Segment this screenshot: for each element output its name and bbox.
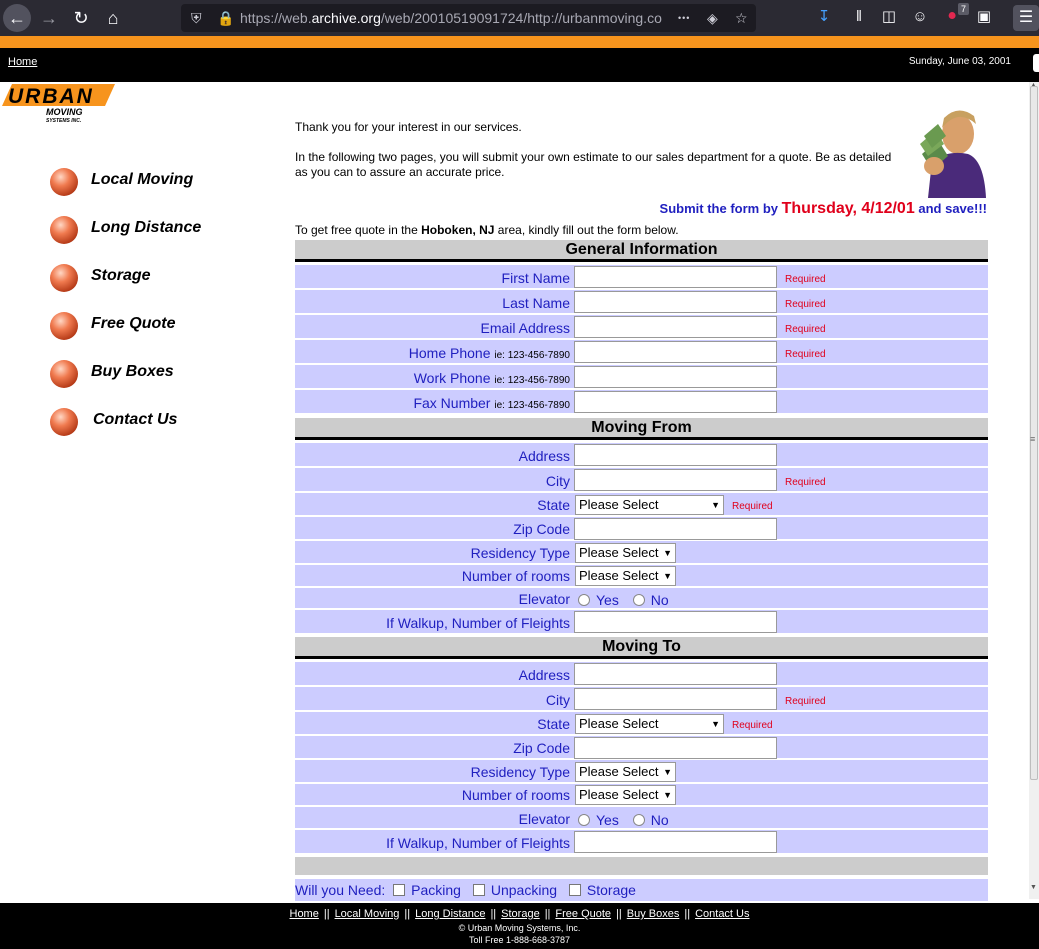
- page-scrollbar[interactable]: [1029, 82, 1039, 899]
- orange-ball-icon: [50, 168, 78, 196]
- orange-ball-icon: [50, 264, 78, 292]
- from-walkup-input[interactable]: [574, 611, 777, 633]
- from-residency-select[interactable]: Please Select ▼: [575, 543, 676, 563]
- services-needed-row: Will you Need: Packing Unpacking Storage: [295, 879, 988, 901]
- hamburger-menu-icon[interactable]: ☰: [1013, 5, 1039, 31]
- to-residency-row: [295, 760, 988, 784]
- submit-deadline: Submit the form by Thursday, 4/12/01 and save!!!: [659, 200, 987, 217]
- footer-link-free-quote[interactable]: Free Quote: [555, 908, 612, 920]
- scroll-thumb[interactable]: [1030, 86, 1038, 780]
- from-residency-row: [295, 541, 988, 565]
- address-bar[interactable]: [181, 4, 756, 32]
- nav-long-distance[interactable]: [50, 216, 250, 244]
- to-residency-label: Residency Type: [470, 764, 570, 780]
- required-marker: Required: [732, 501, 773, 512]
- first-name-row: [295, 265, 988, 290]
- work-phone-label: Work Phone ie: 123-456-7890: [413, 370, 570, 386]
- home-phone-row: [295, 340, 988, 365]
- chevron-down-icon: ▼: [663, 571, 672, 581]
- email-row: [295, 315, 988, 340]
- from-elevator-options: Yes No: [578, 592, 669, 608]
- footer-copyright: © Urban Moving Systems, Inc.: [458, 923, 581, 933]
- required-marker: Required: [785, 274, 826, 285]
- header-home-link[interactable]: Home: [8, 56, 38, 68]
- from-elevator-no-radio[interactable]: [633, 594, 645, 606]
- area-name: Hoboken, NJ: [421, 223, 495, 237]
- nav-label[interactable]: Buy Boxes: [91, 363, 174, 380]
- orange-ball-icon: [50, 408, 78, 436]
- intro-text: In the following two pages, you will submit your own estimate to our sales department for a quote. Be as detailed as you can to assure an accurate price.: [295, 150, 892, 179]
- packing-checkbox[interactable]: [393, 884, 405, 896]
- to-city-label: City: [545, 692, 570, 708]
- required-marker: Required: [785, 299, 826, 310]
- orange-stripe: [0, 36, 1039, 48]
- last-name-label: Last Name: [502, 295, 570, 311]
- orange-ball-icon: [50, 216, 78, 244]
- to-walkup-row: [295, 830, 988, 855]
- to-elevator-options: Yes No: [578, 812, 669, 828]
- account-icon[interactable]: ☺: [912, 8, 928, 25]
- to-elevator-yes-radio[interactable]: [578, 814, 590, 826]
- chevron-down-icon: ▼: [711, 719, 720, 729]
- home-phone-input[interactable]: [574, 341, 777, 363]
- logo-sub1: MOVING: [46, 107, 83, 117]
- from-rooms-label: Number of rooms: [461, 568, 570, 584]
- last-name-row: [295, 290, 988, 315]
- orange-ball-icon: [50, 360, 78, 388]
- fax-input[interactable]: [574, 391, 777, 413]
- quote-area-text: To get free quote in the Hoboken, NJ area, kindly fill out the form below.: [295, 223, 679, 237]
- scroll-down-arrow-icon[interactable]: ▼: [1030, 884, 1037, 891]
- from-address-row: [295, 443, 988, 468]
- urban-moving-logo[interactable]: [2, 84, 117, 126]
- browser-toolbar: [0, 0, 1039, 36]
- fax-label: Fax Number ie: 123-456-7890: [413, 395, 570, 411]
- chevron-down-icon: ▼: [663, 790, 672, 800]
- to-address-row: [295, 662, 988, 687]
- site-footer: [0, 903, 1039, 949]
- moving-to-heading: Moving To: [295, 637, 988, 659]
- nav-buy-boxes[interactable]: [50, 360, 250, 388]
- library-icon[interactable]: ‖: [855, 8, 863, 25]
- footer-link-long-distance[interactable]: Long Distance: [415, 908, 486, 920]
- nav-contact-us[interactable]: [50, 408, 250, 436]
- from-city-label: City: [545, 473, 570, 489]
- from-address-label: Address: [518, 448, 570, 464]
- deadline-date: Thursday, 4/12/01: [781, 200, 915, 217]
- sidebar-icon[interactable]: ◫: [881, 8, 897, 25]
- home-icon[interactable]: ⌂: [107, 8, 119, 28]
- bookmark-star-icon[interactable]: ☆: [735, 10, 748, 26]
- url-text[interactable]: https://web.archive.org/web/20010519091724/http://urbanmoving.co: [240, 10, 662, 26]
- work-phone-input[interactable]: [574, 366, 777, 388]
- to-rooms-label: Number of rooms: [461, 787, 570, 803]
- from-zip-input[interactable]: [574, 518, 777, 540]
- nav-label[interactable]: Free Quote: [91, 315, 176, 332]
- chevron-down-icon: ▼: [663, 548, 672, 558]
- moving-from-heading: Moving From: [295, 418, 988, 440]
- blocked-count-badge: 7: [958, 3, 969, 15]
- logo-word: URBAN: [8, 85, 94, 108]
- from-city-input[interactable]: [574, 469, 777, 491]
- from-elevator-label: Elevator: [518, 591, 570, 607]
- last-name-input[interactable]: [574, 291, 777, 313]
- ublock-icon[interactable]: ⚫: [945, 8, 959, 25]
- thank-you-text: Thank you for your interest in our services.: [295, 120, 522, 134]
- back-arrow-icon[interactable]: ←: [3, 4, 31, 32]
- from-rooms-select[interactable]: Please Select ▼: [575, 566, 676, 586]
- to-state-label: State: [537, 716, 570, 732]
- nav-label[interactable]: Contact Us: [93, 411, 178, 428]
- nav-label[interactable]: Long Distance: [91, 219, 202, 236]
- required-marker: Required: [732, 720, 773, 731]
- from-elevator-yes-radio[interactable]: [578, 594, 590, 606]
- from-state-row: [295, 493, 988, 517]
- nav-storage[interactable]: [50, 264, 250, 292]
- required-marker: Required: [785, 696, 826, 707]
- to-address-input[interactable]: [574, 663, 777, 685]
- from-walkup-label: If Walkup, Number of Fleights: [386, 615, 570, 631]
- to-zip-row: [295, 736, 988, 760]
- section-spacer: [295, 857, 988, 875]
- download-icon[interactable]: ↧: [817, 8, 831, 25]
- scroll-grip-icon: ≡: [1030, 434, 1036, 444]
- logo-sub2: SYSTEMS INC.: [46, 118, 82, 124]
- nav-free-quote[interactable]: [50, 312, 250, 340]
- services-needed-label: Will you Need:: [295, 882, 386, 898]
- pocket-icon[interactable]: ◈: [707, 10, 718, 26]
- nav-label[interactable]: Local Moving: [91, 171, 194, 188]
- from-elevator-row: [295, 588, 988, 610]
- from-residency-label: Residency Type: [470, 545, 570, 561]
- footer-link-contact-us[interactable]: Contact Us: [695, 908, 750, 920]
- lock-icon[interactable]: 🔒: [217, 10, 235, 26]
- to-state-select[interactable]: Please Select ▼: [575, 714, 724, 734]
- general-info-heading: General Information: [295, 240, 988, 262]
- site-header-bar: [0, 48, 1039, 82]
- storage-checkbox[interactable]: [569, 884, 581, 896]
- screenshot-icon[interactable]: ▣: [976, 8, 992, 25]
- from-zip-label: Zip Code: [513, 521, 570, 537]
- current-date: Sunday, June 03, 2001: [908, 56, 1011, 67]
- nav-label[interactable]: Storage: [91, 267, 151, 284]
- footer-links: Home || Local Moving || Long Distance || Storage || Free Quote || Buy Boxes || Contact Us: [289, 908, 750, 920]
- chevron-down-icon: ▼: [663, 767, 672, 777]
- work-phone-row: [295, 365, 988, 390]
- page-actions-icon[interactable]: •••: [678, 13, 691, 23]
- first-name-label: First Name: [501, 270, 570, 286]
- from-state-select[interactable]: Please Select ▼: [575, 495, 724, 515]
- email-label: Email Address: [480, 320, 570, 336]
- required-marker: Required: [785, 477, 826, 488]
- to-elevator-no-radio[interactable]: [633, 814, 645, 826]
- orange-ball-icon: [50, 312, 78, 340]
- to-city-input[interactable]: [574, 688, 777, 710]
- footer-link-storage[interactable]: Storage: [501, 908, 540, 920]
- kid-with-money-photo: [918, 106, 988, 198]
- from-zip-row: [295, 517, 988, 541]
- fax-row: [295, 390, 988, 415]
- to-address-label: Address: [518, 667, 570, 683]
- to-rooms-select[interactable]: Please Select ▼: [575, 785, 676, 805]
- chevron-down-icon: ▼: [711, 500, 720, 510]
- required-marker: Required: [785, 349, 826, 360]
- unpacking-checkbox[interactable]: [473, 884, 485, 896]
- footer-link-local-moving[interactable]: Local Moving: [334, 908, 400, 920]
- from-city-row: [295, 468, 988, 493]
- from-state-label: State: [537, 497, 570, 513]
- from-walkup-row: [295, 610, 988, 635]
- shield-icon[interactable]: ⛨: [191, 10, 202, 26]
- home-phone-label: Home Phone ie: 123-456-7890: [408, 345, 570, 361]
- reload-icon[interactable]: ↻: [73, 8, 89, 28]
- first-name-input[interactable]: [574, 266, 777, 288]
- to-elevator-label: Elevator: [518, 811, 570, 827]
- to-zip-input[interactable]: [574, 737, 777, 759]
- email-input[interactable]: [574, 316, 777, 338]
- nav-local-moving[interactable]: [50, 168, 250, 196]
- footer-link-buy-boxes[interactable]: Buy Boxes: [626, 908, 680, 920]
- forward-arrow-icon[interactable]: →: [40, 8, 58, 28]
- to-residency-select[interactable]: Please Select ▼: [575, 762, 676, 782]
- from-rooms-row: [295, 565, 988, 588]
- from-address-input[interactable]: [574, 444, 777, 466]
- to-walkup-label: If Walkup, Number of Fleights: [386, 835, 570, 851]
- footer-link-home[interactable]: Home: [289, 908, 319, 920]
- to-walkup-input[interactable]: [574, 831, 777, 853]
- footer-phone: Toll Free 1-888-668-3787: [468, 935, 571, 945]
- to-zip-label: Zip Code: [513, 740, 570, 756]
- required-marker: Required: [785, 324, 826, 335]
- to-elevator-row: [295, 807, 988, 830]
- to-state-row: [295, 712, 988, 736]
- to-city-row: [295, 687, 988, 712]
- edge-tab: [1033, 54, 1039, 72]
- to-rooms-row: [295, 784, 988, 807]
